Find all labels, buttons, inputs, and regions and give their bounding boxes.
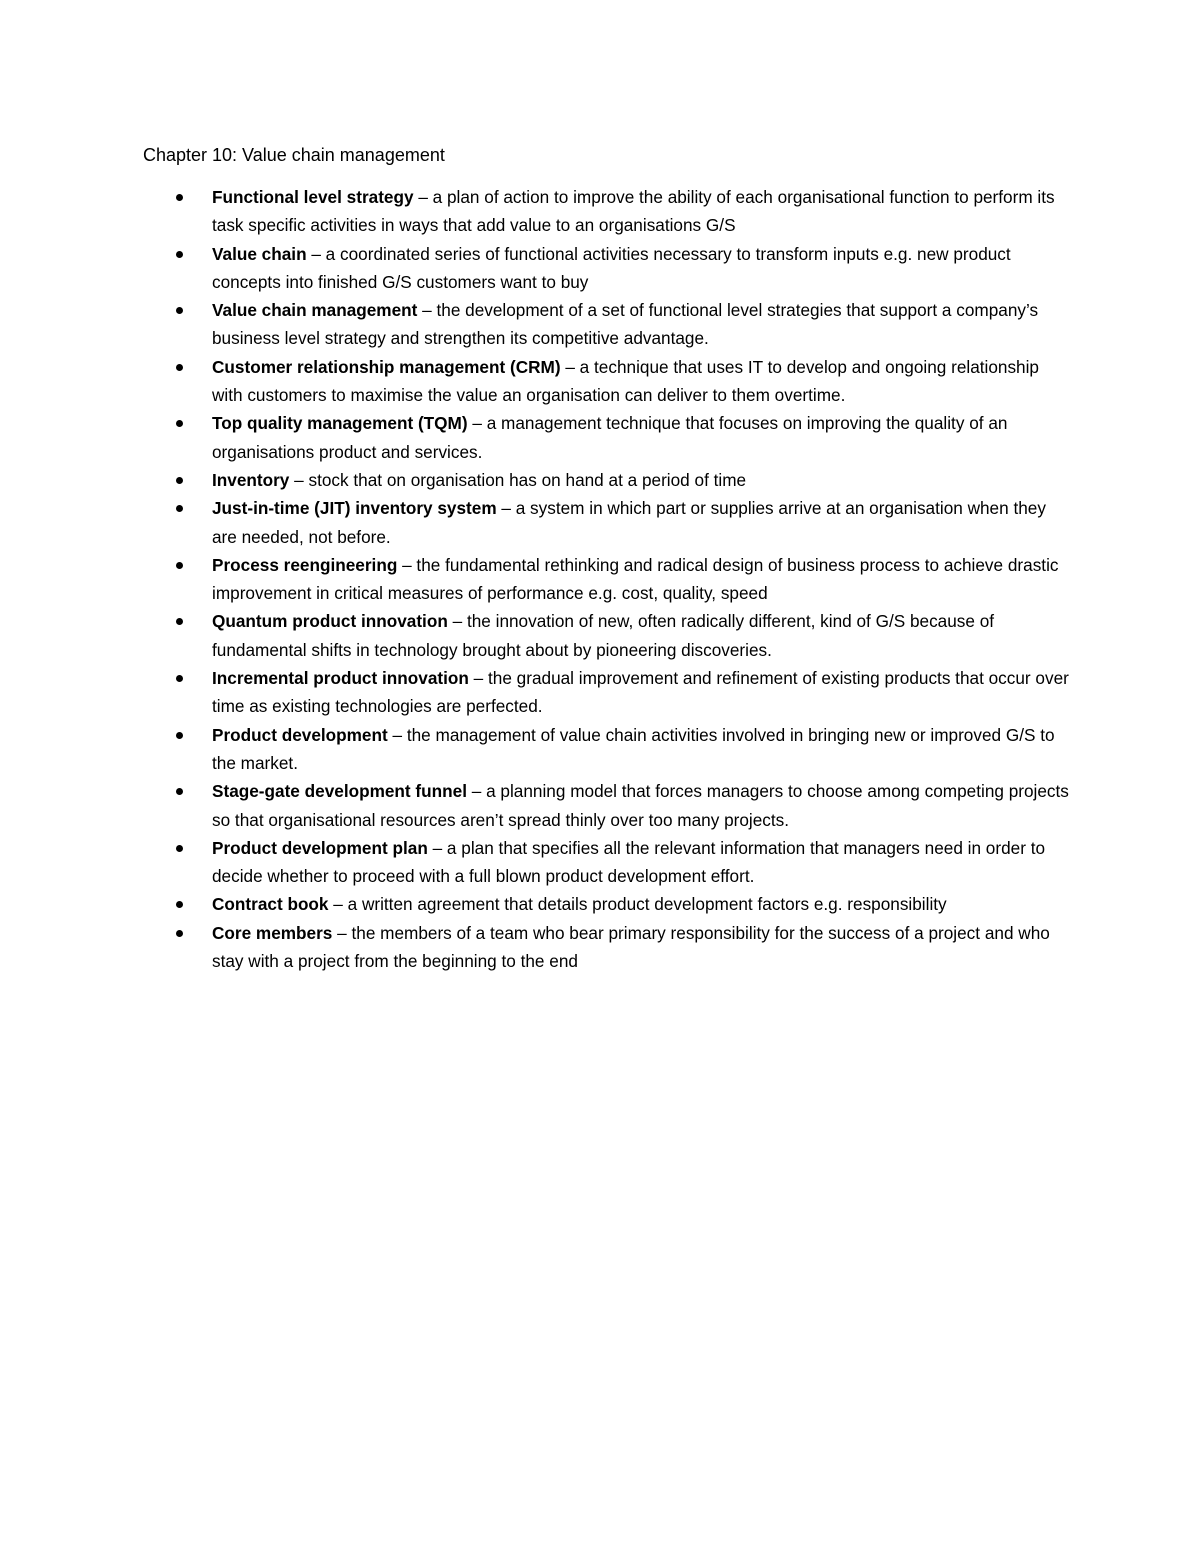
- bullet-icon: [176, 477, 183, 484]
- bullet-icon: [176, 562, 183, 569]
- bullet-icon: [176, 194, 183, 201]
- definition: – stock that on organisation has on hand at a period of time: [289, 469, 747, 490]
- definition: – a system in which part or supplies arrive at an organisation when they are needed, not before.: [212, 498, 1046, 547]
- list-item: [143, 240, 1073, 297]
- term: Process reengineering: [212, 554, 398, 575]
- list-item: [143, 409, 1073, 466]
- term: Incremental product innovation: [212, 668, 469, 689]
- list-item: [143, 183, 1073, 240]
- bullet-icon: [176, 788, 183, 795]
- bullet-icon: [176, 732, 183, 739]
- bullet-icon: [176, 675, 183, 682]
- term: Value chain management: [212, 300, 418, 321]
- list-item: [143, 296, 1073, 353]
- term: Stage-gate development funnel: [212, 781, 467, 802]
- bullet-icon: [176, 901, 183, 908]
- list-item: [143, 664, 1073, 721]
- list-item: [143, 834, 1073, 891]
- definition: – a management technique that focuses on improving the quality of an organisations product and services.: [212, 413, 1008, 462]
- definition: – the management of value chain activities involved in bringing new or improved G/S to the market.: [212, 724, 1055, 773]
- definition-list: [143, 183, 1073, 975]
- definition: – the fundamental rethinking and radical design of business process to achieve drastic improvement in critical measures of performance e.g. cost, quality, speed: [212, 554, 1059, 604]
- list-item: [143, 466, 1073, 494]
- term: Product development: [212, 724, 388, 745]
- definition: – a plan that specifies all the relevant information that managers need in order to decide whether to proceed with a full blown product development effort.: [212, 837, 1046, 887]
- term: Product development plan: [212, 837, 428, 858]
- list-item: [143, 607, 1073, 664]
- term: Functional level strategy: [212, 187, 414, 207]
- list-item: [143, 353, 1073, 410]
- term: Contract book: [212, 894, 329, 915]
- definition: – the innovation of new, often radically different, kind of G/S because of fundamental shifts in technology brought about by pioneering discoveries.: [212, 611, 995, 660]
- list-item: [143, 551, 1073, 608]
- definition: – the development of a set of functional level strategies that support a company’s business level strategy and strengthen its competitive advantage.: [212, 300, 1039, 349]
- term: Quantum product innovation: [212, 611, 448, 632]
- list-item: [143, 494, 1073, 551]
- bullet-icon: [176, 618, 183, 625]
- bullet-icon: [176, 364, 183, 371]
- list-item: [143, 721, 1073, 778]
- definition: – a plan of action to improve the ability of each organisational function to perform its task specific activities in ways that add value to an organisations G/S: [212, 187, 1055, 236]
- term: Core members: [212, 922, 333, 943]
- term: Value chain: [212, 243, 307, 264]
- document-body: [143, 141, 1073, 975]
- page-title: Chapter 10: Value chain management: [143, 145, 445, 165]
- definition: – a written agreement that details product development factors e.g. responsibility: [328, 894, 947, 915]
- definition: – the gradual improvement and refinement of existing products that occur over time as existing technologies are perfected.: [212, 668, 1069, 717]
- list-item: [143, 890, 1073, 918]
- bullet-icon: [176, 930, 183, 937]
- definition: – a technique that uses IT to develop and ongoing relationship with customers to maximise the value an organisation can deliver to them overtime.: [212, 356, 1039, 406]
- bullet-icon: [176, 251, 183, 258]
- list-item: [143, 777, 1073, 834]
- term: Customer relationship management (CRM): [212, 356, 561, 377]
- term: Just-in-time (JIT) inventory system: [212, 498, 497, 519]
- definition: – a planning model that forces managers to choose among competing projects so that organisational resources aren’t spread thinly over too many projects.: [212, 781, 1069, 830]
- bullet-icon: [176, 420, 183, 427]
- definition: – the members of a team who bear primary responsibility for the success of a project and who stay with a project from the beginning to the end: [212, 922, 1050, 972]
- list-item: [143, 919, 1073, 976]
- bullet-icon: [176, 845, 183, 852]
- bullet-icon: [176, 307, 183, 314]
- term: Top quality management (TQM): [212, 413, 468, 434]
- term: Inventory: [212, 469, 290, 490]
- bullet-icon: [176, 505, 183, 512]
- definition: – a coordinated series of functional activities necessary to transform inputs e.g. new product concepts into finished G/S customers want to buy: [212, 243, 1011, 292]
